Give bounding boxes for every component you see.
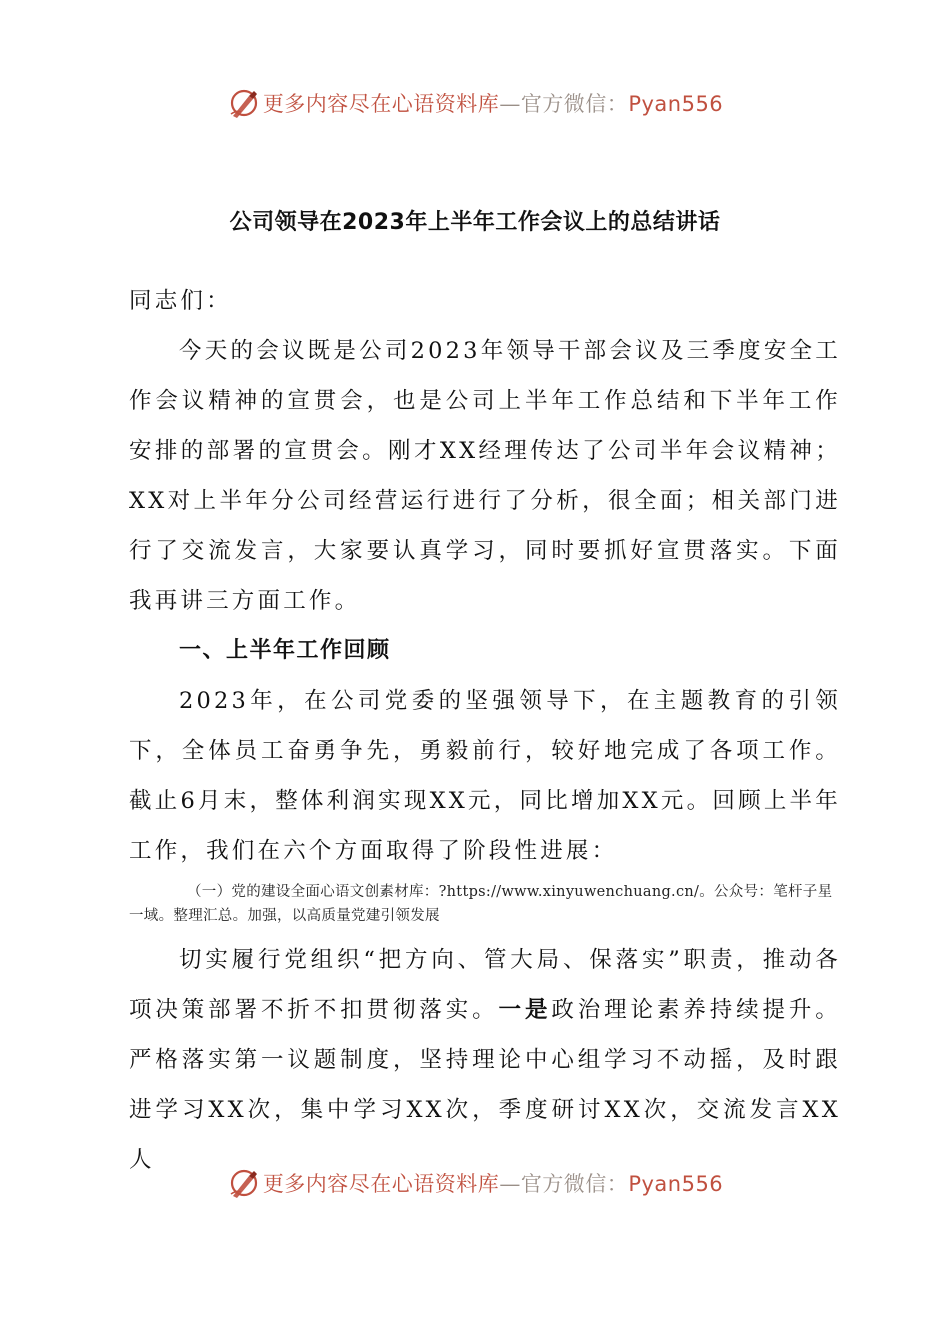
banner-wechat-id: Pyan556 — [628, 1172, 724, 1196]
footer-banner — [0, 1163, 950, 1203]
body-text-part2: 政治理论素养持续提升。严格落实第一议题制度，坚持理论中心组学习不动摇，及时跟进学习XX次，集中学习XX次，季度研讨XX次，交流发言XX人 — [129, 997, 841, 1173]
banner-tail-text: —官方微信： — [499, 92, 629, 116]
banner-main-text: 更多内容尽在心语资料库 — [262, 1172, 500, 1196]
banner-text — [263, 1168, 723, 1198]
section-paragraph: 2023年，在公司党委的坚强领导下，在主题教育的引领下，全体员工奋勇争先，勇毅前行，较好地完成了各项工作。截止6月末，整体利润实现XX元，同比增加XX元。回顾上半年工作，我们在六个方面取得了阶段性进展： — [129, 688, 841, 864]
document-title: 公司领导在2023年上半年工作会议上的总结讲话 — [229, 210, 721, 235]
document-body — [129, 276, 841, 1185]
pen-logo-icon — [227, 1166, 261, 1200]
intro-paragraph: 今天的会议既是公司2023年领导干部会议及三季度安全工作会议精神的宣贯会，也是公司上半年工作总结和下半年工作安排的部署的宣贯会。刚才XX经理传达了公司半年会议精神；XX对上半年分公司经营运行进行了分析，很全面；相关部门进行了交流发言，大家要认真学习，同时要抓好宣贯落实。下面我再讲三方面工作。 — [129, 338, 841, 614]
pen-logo-icon — [227, 86, 261, 120]
header-banner — [0, 83, 950, 123]
body-text-part1: 切实履行党组织“把方向、管大局、保落实”职责，推动各项决策部署不折不扣贯彻落实。 — [129, 947, 841, 1023]
banner-wechat-id: Pyan556 — [628, 92, 724, 116]
banner-main-text: 更多内容尽在心语资料库 — [262, 92, 500, 116]
section-heading: 一、上半年工作回顾 — [179, 638, 391, 663]
body-bold-marker: 一是 — [498, 997, 552, 1023]
salutation: 同志们： — [129, 288, 232, 314]
banner-tail-text: —官方微信： — [499, 1172, 629, 1196]
subsection-note: （一）党的建设全面心语文创素材库：?https://www.xinyuwenchuang.cn/。公众号：笔杆子星一域。整理汇总。加强，以高质量党建引领发展 — [129, 884, 833, 924]
banner-text — [263, 88, 723, 118]
body-paragraph — [129, 935, 841, 1185]
